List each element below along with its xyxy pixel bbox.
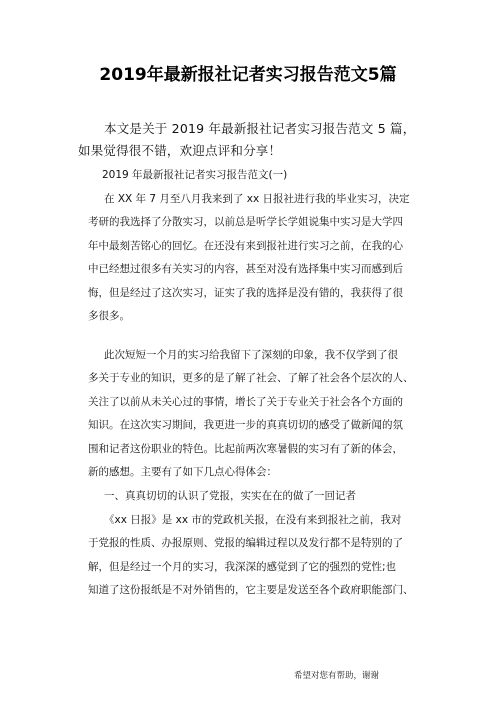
- paragraph-line: 在 XX 年 7 月至八月我来到了 xx 日报社进行我的毕业实习，决定: [104, 193, 410, 205]
- paragraph-line: 《xx 日报》是 xx 市的党政机关报，在没有来到报社之前，我对: [104, 514, 402, 526]
- paragraph-line: 考研的我选择了分散实习，以前总是听学长学姐说集中实习是大学四: [88, 216, 403, 229]
- paragraph-line: 于党报的性质、办报原则、党报的编辑过程以及发行都不是特别的了: [88, 537, 403, 550]
- paragraph-party-newspaper: [88, 509, 426, 603]
- document-title: 2019年最新报社记者实习报告范文5篇: [99, 65, 397, 85]
- paragraph-line: 此次短短一个月的实习给我留下了深刻的印象，我不仅学到了很: [104, 349, 398, 361]
- paragraph-line: 多很多。: [88, 310, 130, 323]
- paragraph-line: 关注了以前从未关心过的事情，增长了关于专业关于社会各个方面的: [88, 395, 403, 408]
- footer-note: 希望对您有帮助，谢谢: [294, 671, 380, 681]
- paragraph-section-heading: [88, 485, 426, 508]
- intro-line: 如果觉得很不错，欢迎点评和分享！: [78, 143, 282, 158]
- paragraph-line: 多关于专业的知识，更多的是了解了社会、了解了社会各个层次的人、: [88, 372, 414, 385]
- paragraph-line: 年中最刻苦铭心的回忆。在还没有来到报社进行实习之前，在我的心: [88, 239, 403, 252]
- paragraph-line: 知道了这份报纸是不对外销售的，它主要是发送至各个政府职能部门、: [88, 584, 414, 597]
- paragraph-line: 知识。在这次实习期间，我更进一步的真真切切的感受了做新闻的氛: [88, 419, 403, 432]
- paragraph-line: 悔，但是经过了这次实习，证实了我的选择是没有错的，我获得了很: [88, 286, 403, 299]
- paragraph-line: 围和记者这份职业的特色。比起前两次寒暑假的实习有了新的体会，: [88, 442, 403, 455]
- paragraph-impressions: [88, 344, 426, 484]
- intro-line: 本文是关于 2019 年最新报社记者实习报告范文 5 篇，: [104, 121, 416, 136]
- intro-paragraph: [78, 118, 428, 162]
- paragraph-line: 中已经想过很多有关实习的内容，甚至对没有选择集中实习而感到后: [88, 263, 403, 276]
- paragraph-line: 解，但是经过一个月的实习，我深深的感觉到了它的强烈的党性;也: [88, 560, 397, 573]
- section-subheading: 2019 年最新报社记者实习报告范文(一): [102, 169, 288, 181]
- paragraph-line: 一、真真切切的认识了党报，实实在在的做了一回记者: [104, 490, 356, 502]
- paragraph-internship-intro: [88, 188, 426, 328]
- paragraph-line: 新的感想。主要有了如下几点心得体会：: [88, 466, 277, 479]
